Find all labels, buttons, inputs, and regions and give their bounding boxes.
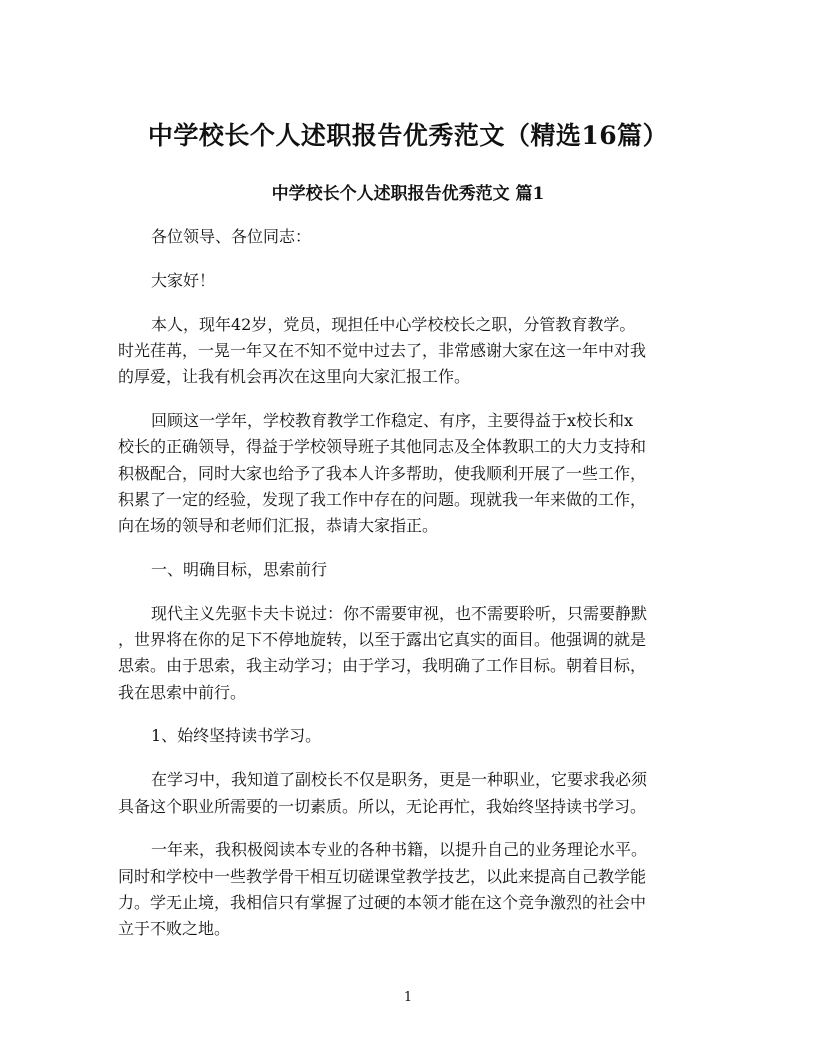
document-title: 中学校长个人述职报告优秀范文（精选16篇）	[147, 121, 669, 150]
text-line: 我在思索中前行。	[118, 682, 247, 702]
text-line: 回顾这一学年，学校教育教学工作稳定、有序，主要得益于x校长和x	[151, 410, 634, 430]
text-line: 同时和学校中一些教学骨干相互切磋课堂教学技艺，以此来提高自己教学能	[118, 866, 647, 886]
section-heading: 中学校长个人述职报告优秀范文 篇1	[271, 184, 545, 204]
text-line: 在学习中，我知道了副校长不仅是职务，更是一种职业，它要求我必须	[151, 770, 648, 790]
text-line: 的厚爱，让我有机会再次在这里向大家汇报工作。	[118, 367, 471, 387]
text-line: 积极配合，同时大家也给予了我本人许多帮助，使我顺利开展了一些工作，	[118, 463, 647, 483]
text-line: 一、明确目标，思索前行	[151, 559, 328, 579]
text-line: ，世界将在你的足下不停地旋转，以至于露出它真实的面目。他强调的就是	[118, 630, 647, 650]
text-line: 一年来，我积极阅读本专业的各种书籍，以提升自己的业务理论水平。	[151, 840, 648, 860]
text-line: 力。学无止境，我相信只有掌握了过硬的本领才能在这个竞争激烈的社会中	[118, 892, 647, 912]
text-line: 时光荏苒，一晃一年又在不知不觉中过去了，非常感谢大家在这一年中对我	[118, 340, 647, 360]
paragraph	[118, 408, 698, 539]
paragraph	[118, 601, 698, 706]
text-line: 本人，现年42岁，党员，现担任中心学校校长之职，分管教育教学。	[151, 314, 636, 334]
text-line: 具备这个职业所需要的一切素质。所以，无论再忙，我始终坚持读书学习。	[118, 796, 647, 816]
paragraph	[118, 557, 698, 583]
paragraph	[118, 312, 698, 391]
paragraph	[118, 268, 698, 294]
text-line: 校长的正确领导，得益于学校领导班子其他同志及全体教职工的大力支持和	[118, 437, 647, 457]
text-line: 立于不败之地。	[118, 919, 231, 939]
paragraph	[118, 224, 698, 250]
document-body	[118, 224, 698, 960]
paragraph	[118, 767, 698, 820]
text-line: 思索。由于思索，我主动学习；由于学习，我明确了工作目标。朝着目标，	[118, 656, 647, 676]
text-line: 积累了一定的经验，发现了我工作中存在的问题。现就我一年来做的工作，	[118, 489, 647, 509]
paragraph	[118, 723, 698, 749]
paragraph	[118, 837, 698, 942]
text-line: 大家好！	[151, 270, 216, 290]
text-line: 现代主义先驱卡夫卡说过：你不需要审视，也不需要聆听，只需要静默	[151, 603, 648, 623]
page-number: 1	[403, 990, 413, 1005]
text-line: 各位领导、各位同志：	[151, 227, 312, 246]
text-line: 1、始终坚持读书学习。	[151, 726, 322, 746]
text-line: 向在场的领导和老师们汇报，恭请大家指正。	[118, 516, 439, 536]
